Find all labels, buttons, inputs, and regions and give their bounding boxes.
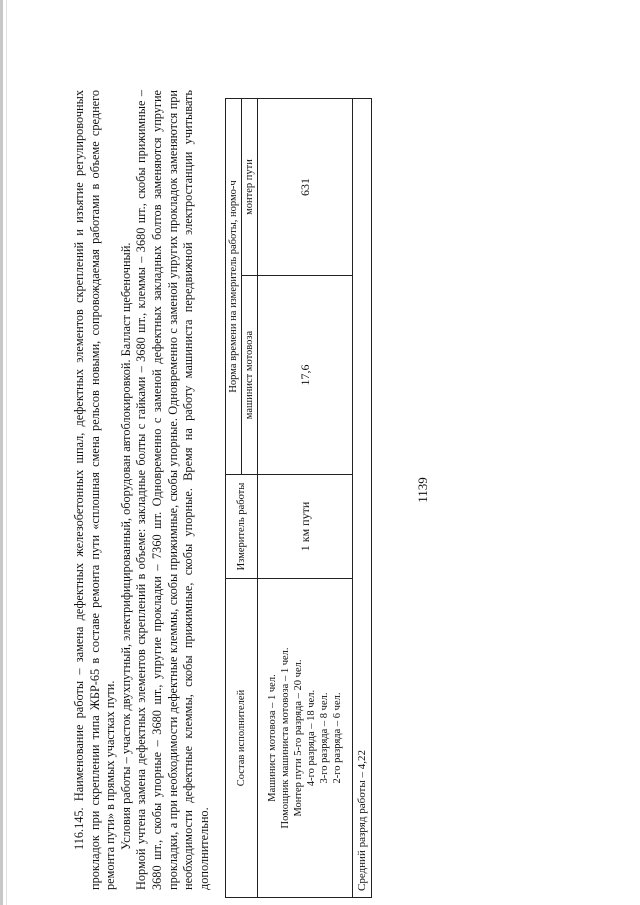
team-line: Помощник машиниста мотовоза – 1 чел. <box>280 647 291 829</box>
team-line: 2-го разряда – 6 чел. <box>332 692 343 784</box>
header-team: Состав исполнителей <box>226 579 258 898</box>
team-line: 4-го разряда – 18 чел. <box>306 689 317 787</box>
fitter-value: 631 <box>258 99 353 276</box>
document-page <box>50 80 450 900</box>
team-line: 3-го разряда – 8 чел. <box>319 692 330 784</box>
avg-grade: Средний разряд работы – 4,22 <box>353 99 372 898</box>
unit-cell: 1 км пути <box>258 475 353 579</box>
work-title-paragraph: 116.145. Наименование работы – замена дефектных железобетонных шпал, дефектных элементов скреплений и изъятие регулировочных прокладок при скреплении типа ЖБР-65 в составе ремонта пути «сплошная смена рельсов новыми, сопровождаемая работами в объеме среднего ремонта пути» в прямых участках пути. <box>72 90 118 890</box>
conditions-paragraph: Условия работы – участок двухпутный, электрифицированный, оборудован автоблокировкой. Балласт щебеночный. <box>118 242 133 850</box>
scan-edge <box>0 0 3 905</box>
scan-edge-inner <box>6 0 7 905</box>
page-number: 1139 <box>415 477 430 503</box>
team-cell <box>258 579 353 898</box>
header-norm: Норма времени на измеритель работы, нормо-ч <box>226 99 242 475</box>
norm-table <box>225 98 372 898</box>
norm-paragraph: Нормой учтена замена дефектных элементов скреплений в объеме: закладные болты с гайками – 3680 шт., клеммы – 3680 шт., скобы прижимные – 3680 шт., скобы упорные – 3680 шт., упругие прокладки – 7360 шт. Одновременно с заменой дефектных закладных болтов заменяются упругие прокладки, а при необходимости дефектные клеммы, скобы прижимные, скобы упорные. Одновременно с заменой упругих прокладок заменяются при необходимости дефектные клеммы, скобы прижимные, скобы упорные. Время на работу машиниста передвижной электростанции учитывать дополнительно. <box>134 90 211 890</box>
body-text <box>72 90 212 890</box>
rotated-content <box>50 80 450 900</box>
driver-value: 17,6 <box>258 276 353 475</box>
table-footer-row <box>353 99 372 898</box>
team-line: Монтер пути 5-го разряда – 20 чел. <box>293 659 304 817</box>
header-fitter: монтер пути <box>242 99 258 276</box>
team-line: Машинист мотовоза – 1 чел. <box>267 674 278 802</box>
table-row <box>258 99 353 898</box>
table-header-row <box>226 99 242 898</box>
header-driver: машинист мотовоза <box>242 276 258 475</box>
header-unit: Измеритель работы <box>226 475 258 579</box>
